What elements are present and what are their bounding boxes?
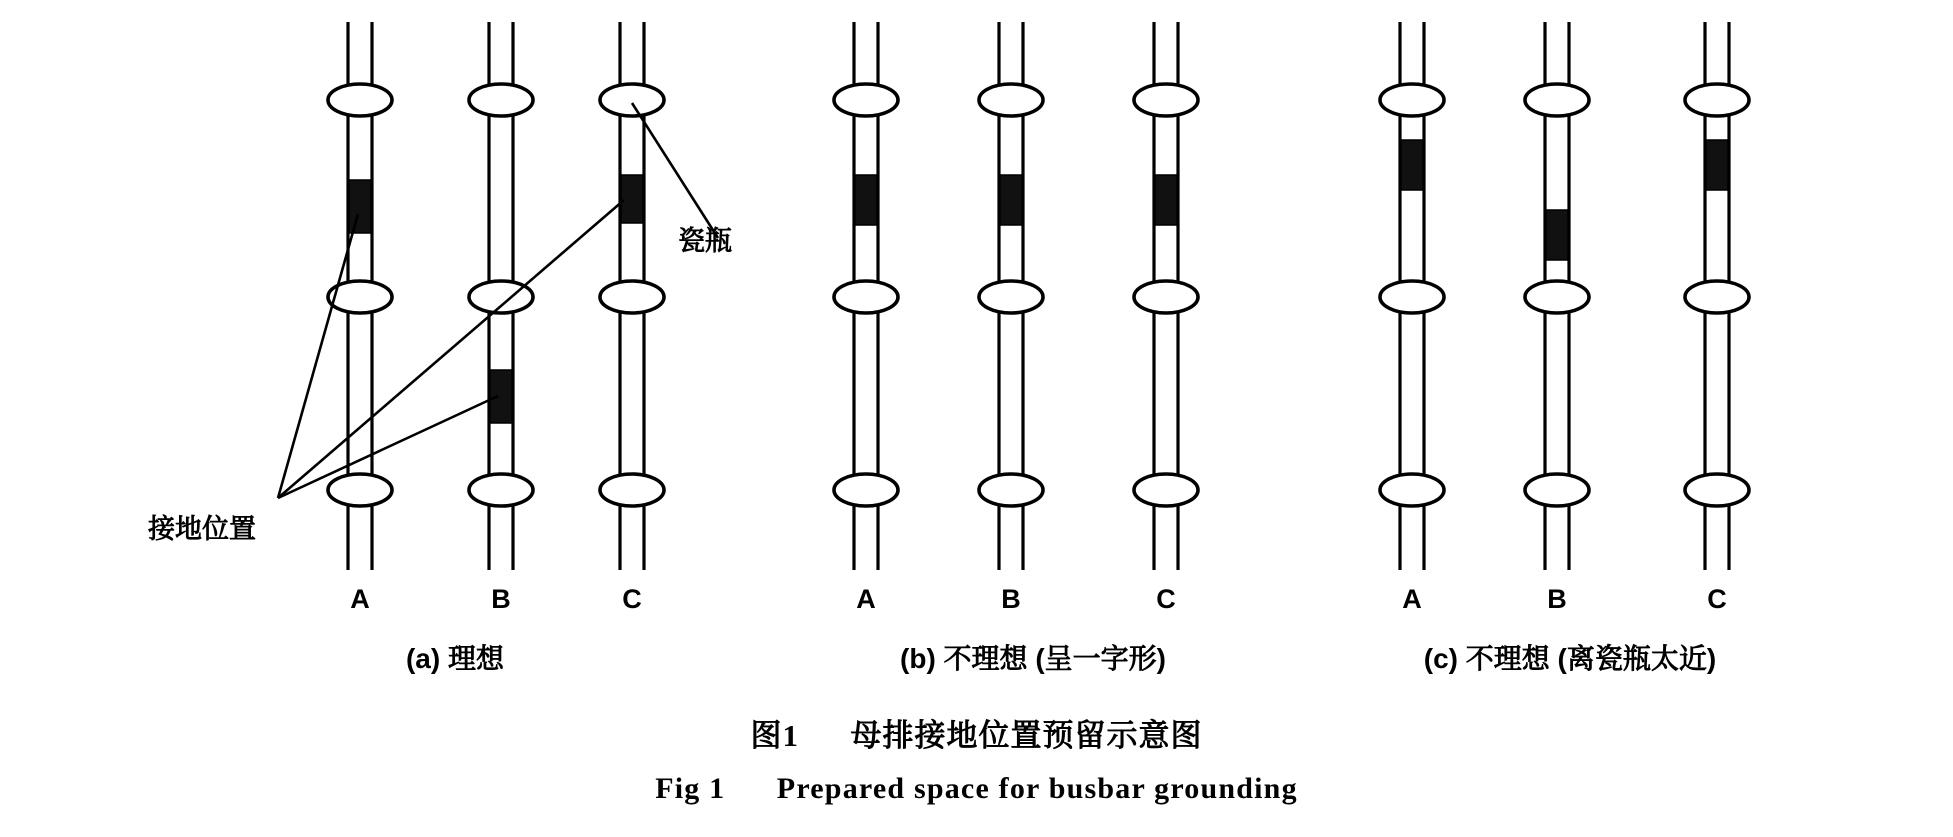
panel-c-phase-label-C: C [1707, 584, 1727, 614]
panel-a-phase-B-busbar [469, 22, 533, 570]
insulator-annotation-label: 瓷瓶 [678, 226, 732, 256]
panel-c-caption: (c) 不理想 (离瓷瓶太近) [1423, 643, 1717, 674]
ground-position-block [490, 370, 512, 423]
figure-title-en: Prepared space for busbar grounding [776, 772, 1298, 805]
ground-position-annotation-label: 接地位置 [148, 514, 256, 544]
figure-number-cn: 图1 [750, 718, 799, 753]
panel-c [1380, 22, 1749, 674]
panel-b-phase-A-busbar [834, 22, 898, 570]
insulator-ellipse [1134, 281, 1198, 313]
figure-title-cn: 母排接地位置预留示意图 [850, 718, 1203, 753]
insulator-ellipse [328, 474, 392, 506]
ground-position-block [349, 180, 371, 233]
ground-position-block [855, 175, 877, 225]
insulator-ellipse [979, 474, 1043, 506]
insulator-ellipse [1685, 474, 1749, 506]
ground-position-block [1155, 175, 1177, 225]
insulator-ellipse [1685, 281, 1749, 313]
panel-a-phase-label-A: A [350, 584, 370, 614]
ground-position-block [621, 175, 643, 223]
ground-position-leader-3 [278, 200, 624, 498]
insulator-ellipse [834, 84, 898, 116]
panel-b-phase-label-A: A [856, 584, 876, 614]
ground-position-block [1000, 175, 1022, 225]
panel-c-phase-C-busbar [1685, 22, 1749, 570]
panel-b [834, 22, 1198, 674]
panel-a-caption: (a) 理想 [405, 643, 505, 674]
panel-c-phase-A-busbar [1380, 22, 1444, 570]
insulator-ellipse [1134, 474, 1198, 506]
figure-caption-chinese [0, 710, 1953, 755]
insulator-ellipse [1685, 84, 1749, 116]
panel-a [148, 22, 732, 674]
insulator-ellipse [600, 474, 664, 506]
panel-c-phase-label-B: B [1547, 584, 1567, 614]
panel-b-phase-label-C: C [1156, 584, 1176, 614]
insulator-ellipse [1525, 474, 1589, 506]
figure-caption-english [0, 772, 1953, 806]
insulator-ellipse [834, 474, 898, 506]
panel-c-phase-B-busbar [1525, 22, 1589, 570]
panel-b-phase-C-busbar [1134, 22, 1198, 570]
insulator-ellipse [469, 84, 533, 116]
ground-position-block [1401, 140, 1423, 190]
insulator-ellipse [328, 84, 392, 116]
insulator-ellipse [600, 281, 664, 313]
ground-position-leader-1 [278, 214, 358, 498]
insulator-ellipse [600, 84, 664, 116]
ground-position-block [1546, 210, 1568, 260]
panel-b-caption: (b) 不理想 (呈一字形) [900, 643, 1166, 674]
insulator-ellipse [1525, 84, 1589, 116]
insulator-ellipse [469, 474, 533, 506]
insulator-ellipse [1134, 84, 1198, 116]
panel-b-phase-B-busbar [979, 22, 1043, 570]
insulator-ellipse [1380, 84, 1444, 116]
panel-c-phase-label-A: A [1402, 584, 1422, 614]
insulator-ellipse [979, 281, 1043, 313]
ground-position-block [1706, 140, 1728, 190]
panel-a-phase-A-busbar [328, 22, 392, 570]
panel-a-phase-label-C: C [622, 584, 642, 614]
figure-number-en: Fig 1 [655, 772, 726, 805]
insulator-ellipse [1380, 281, 1444, 313]
insulator-ellipse [1525, 281, 1589, 313]
insulator-ellipse [834, 281, 898, 313]
panel-b-phase-label-B: B [1001, 584, 1021, 614]
panel-a-phase-label-B: B [491, 584, 511, 614]
insulator-ellipse [1380, 474, 1444, 506]
insulator-ellipse [979, 84, 1043, 116]
